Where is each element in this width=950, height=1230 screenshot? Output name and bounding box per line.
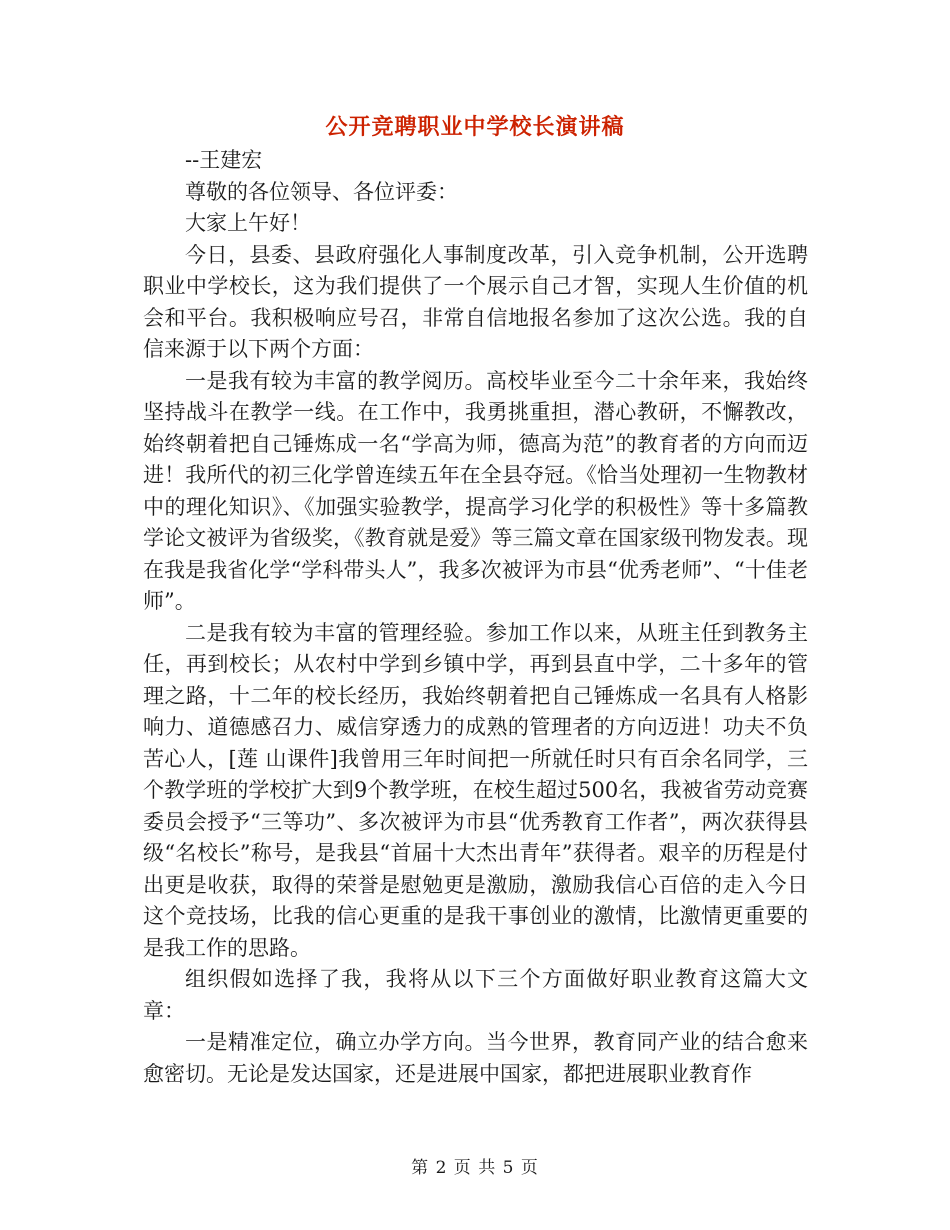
document-title: 公开竞聘职业中学校长演讲稿 bbox=[325, 115, 625, 140]
author-line: --王建宏 bbox=[185, 148, 263, 172]
greeting: 大家上午好！ bbox=[185, 211, 311, 235]
document-body bbox=[143, 145, 808, 1090]
paragraph: 一是精准定位，确立办学方向。当今世界，教育同产业的结合愈来愈密切。无论是发达国家，还是进展中国家，都把进展职业教育作 bbox=[143, 1030, 808, 1086]
salutation: 尊敬的各位领导、各位评委： bbox=[185, 179, 458, 204]
paragraph: 组织假如选择了我，我将从以下三个方面做好职业教育这篇大文章： bbox=[143, 967, 808, 1023]
paragraph: 一是我有较为丰富的教学阅历。高校毕业至今二十余年来，我始终坚持战斗在教学一线。在工作中，我勇挑重担，潜心教研，不懈教改，始终朝着把自己锤炼成一名“学高为师，德高为范”的教育者的方向而迈进！我所代的初三化学曾连续五年在全县夺冠。《恰当处理初一生物教材中的理化知识》、《加强实验教学，提高学习化学的积极性》等十多篇教学论文被评为省级奖，《教育就是爱》等三篇文章在国家级刊物发表。现在我是我省化学“学科带头人”，我多次被评为市县“优秀老师”、“十佳老师”。 bbox=[143, 368, 808, 613]
page-number-footer: 第 2 页 共 5 页 bbox=[411, 1158, 539, 1178]
paragraph: 二是我有较为丰富的管理经验。参加工作以来，从班主任到教务主任，再到校长；从农村中学到乡镇中学，再到县直中学，二十多年的管理之路，十二年的校长经历，我始终朝着把自己锤炼成一名具有人格影响力、道德感召力、威信穿透力的成熟的管理者的方向迈进！功夫不负苦心人，[莲 山课件]我曾用三年时间把一所就任时只有百余名同学，三个教学班的学校扩大到9个教学班，在校生超过500名，我被省劳动竞赛委员会授予“三等功”、多次被评为市县“优秀教育工作者”，两次获得县级“名校长”称号，是我县“首届十大杰出青年”获得者。艰辛的历程是付出更是收获，取得的荣誉是慰勉更是激励，激励我信心百倍的走入今日这个竞技场，比我的信心更重的是我干事创业的激情，比激情更重要的是我工作的思路。 bbox=[143, 620, 808, 960]
paragraph: 今日，县委、县政府强化人事制度改革，引入竞争机制，公开选聘职业中学校长，这为我们提供了一个展示自己才智，实现人生价值的机会和平台。我积极响应号召，非常自信地报名参加了这次公选。我的自信来源于以下两个方面： bbox=[143, 242, 808, 361]
